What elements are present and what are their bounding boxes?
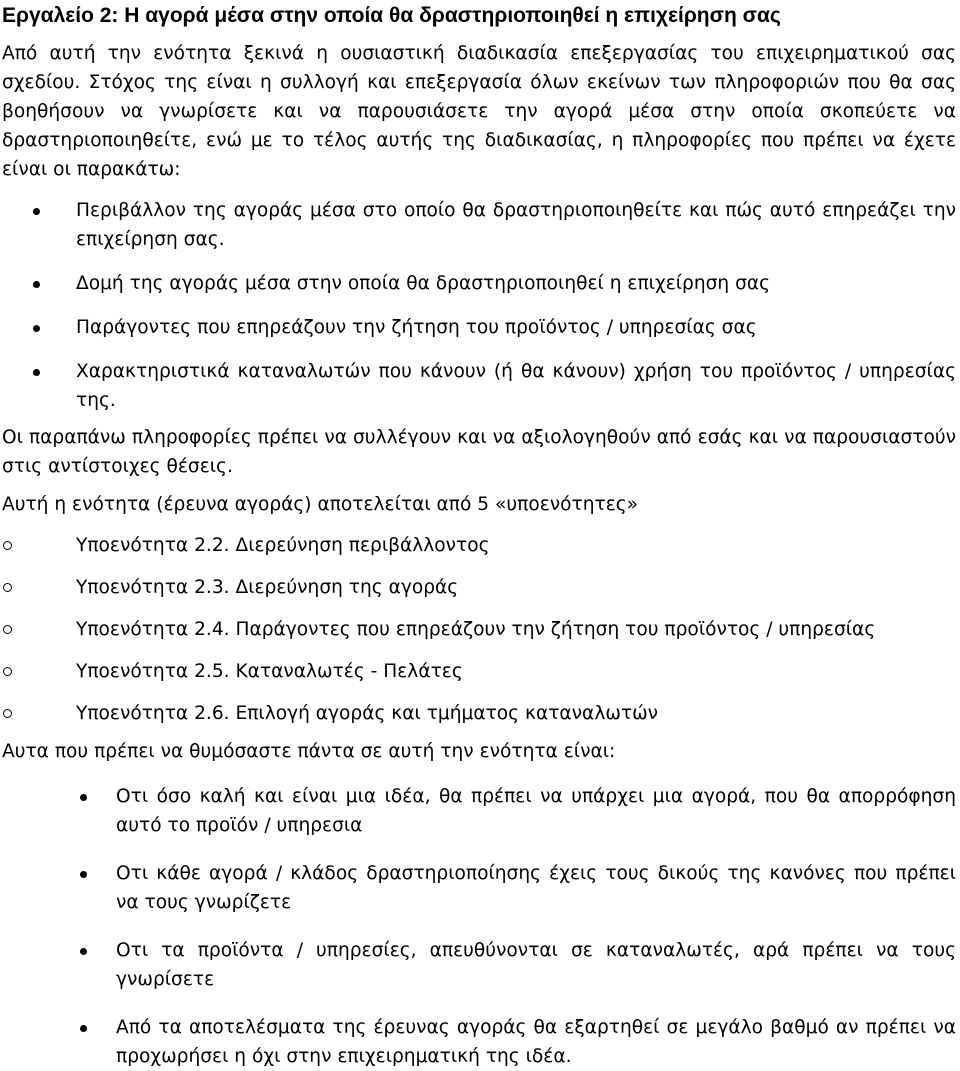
subsection-item bbox=[0, 573, 960, 602]
bullet-icon bbox=[33, 208, 40, 215]
list-item bbox=[0, 936, 960, 994]
list-item bbox=[0, 782, 960, 840]
remember-intro: Αυτα που πρέπει να θυμόσαστε πάντα σε αυτή την ενότητα είναι: bbox=[2, 741, 616, 762]
circle-bullet-icon bbox=[3, 625, 12, 634]
intro-paragraph: Από αυτή την ενότητα ξεκινά η ουσιαστική διαδικασία επεξεργασίας του επιχειρηματικού σας σχεδίου. Στόχος της είναι η συλλογή και επεξεργασία όλων εκείνων των πληροφοριών που θα σας βοηθήσουν να γνωρίσετε και να παρουσιάσετε την αγορά μέσα στην οποία σκοπεύετε να δραστηριοποιηθείτε, ενώ με το τέλος αυτής της διαδικασίας, η πληροφορίες που πρέπει να έχετε είναι οι παρακάτω: bbox=[2, 43, 956, 180]
circle-bullet-icon bbox=[3, 667, 12, 676]
list-item-text: Οτι κάθε αγορά / κλάδος δραστηριοποίησης έχεις τους δικούς της κανόνες που πρέπει να τους γνωρίζετε bbox=[116, 863, 956, 913]
bullet-icon bbox=[80, 794, 87, 801]
subsection-item bbox=[0, 531, 960, 560]
collect-paragraph: Οι παραπάνω πληροφορίες πρέπει να συλλέγουν και να αξιολογηθούν από εσάς και να παρουσιαστούν στις αντίστοιχες θέσεις. bbox=[2, 427, 956, 477]
list-item-text: Παράγοντες που επηρεάζουν την ζήτηση του προϊόντος / υπηρεσίας σας bbox=[76, 317, 757, 338]
list-item-text: Οτι όσο καλή και είναι μια ιδέα, θα πρέπει να υπάρχει μια αγορά, που θα απορρόφηση αυτό το προϊόν / υπηρεσια bbox=[116, 786, 956, 836]
list-item-text: Χαρακτηριστικά καταναλωτών που κάνουν (ή θα κάνουν) χρήση του προϊόντος / υπηρεσίας της. bbox=[76, 361, 956, 411]
subsection-list bbox=[0, 531, 960, 728]
remember-bullet-list bbox=[0, 782, 960, 1071]
bullet-icon bbox=[33, 369, 40, 376]
bullet-icon bbox=[80, 948, 87, 955]
list-item bbox=[0, 196, 960, 254]
subsection-item bbox=[0, 699, 960, 728]
bullet-icon bbox=[33, 281, 40, 288]
list-item-text: Δομή της αγοράς μέσα στην οποία θα δραστηριοποιηθεί η επιχείρηση σας bbox=[76, 273, 771, 294]
subsection-text: Υποενότητα 2.2. Διερεύνηση περιβάλλοντος bbox=[76, 535, 490, 556]
list-item-text: Από τα αποτελέσματα της έρευνας αγοράς θα εξαρτηθεί σε μεγάλο βαθμό αν πρέπει να προχωρήσει η όχι στην επιχειρηματική της ιδέα. bbox=[116, 1017, 956, 1067]
subsection-item bbox=[0, 615, 960, 644]
info-bullet-list bbox=[0, 196, 960, 415]
bullet-icon bbox=[80, 871, 87, 878]
circle-bullet-icon bbox=[3, 541, 12, 550]
circle-bullet-icon bbox=[3, 583, 12, 592]
circle-bullet-icon bbox=[3, 709, 12, 718]
list-item-text: Οτι τα προϊόντα / υπηρεσίες, απευθύνονται σε καταναλωτές, αρά πρέπει να τους γνωρίσετε bbox=[116, 940, 956, 990]
bullet-icon bbox=[33, 325, 40, 332]
subsection-item bbox=[0, 657, 960, 686]
subsections-intro: Αυτή η ενότητα (έρευνα αγοράς) αποτελείται από 5 «υποενότητες» bbox=[2, 494, 639, 515]
list-item bbox=[0, 859, 960, 917]
list-item bbox=[0, 313, 960, 342]
subsection-text: Υποενότητα 2.5. Καταναλωτές - Πελάτες bbox=[76, 661, 463, 682]
subsection-text: Υποενότητα 2.3. Διερεύνηση της αγοράς bbox=[76, 577, 459, 598]
list-item bbox=[0, 269, 960, 298]
document-title: Εργαλείο 2: Η αγορά μέσα στην οποία θα δραστηριοποιηθεί η επιχείρηση σας bbox=[2, 4, 781, 27]
list-item bbox=[0, 357, 960, 415]
list-item bbox=[0, 1013, 960, 1071]
subsection-text: Υποενότητα 2.6. Επιλογή αγοράς και τμήματος καταναλωτών bbox=[76, 703, 659, 724]
list-item-text: Περιβάλλον της αγοράς μέσα στο οποίο θα δραστηριοποιηθείτε και πώς αυτό επηρεάζει την επιχείρηση σας. bbox=[76, 200, 956, 250]
subsection-text: Υποενότητα 2.4. Παράγοντες που επηρεάζουν την ζήτηση του προϊόντος / υπηρεσίας bbox=[76, 619, 876, 640]
